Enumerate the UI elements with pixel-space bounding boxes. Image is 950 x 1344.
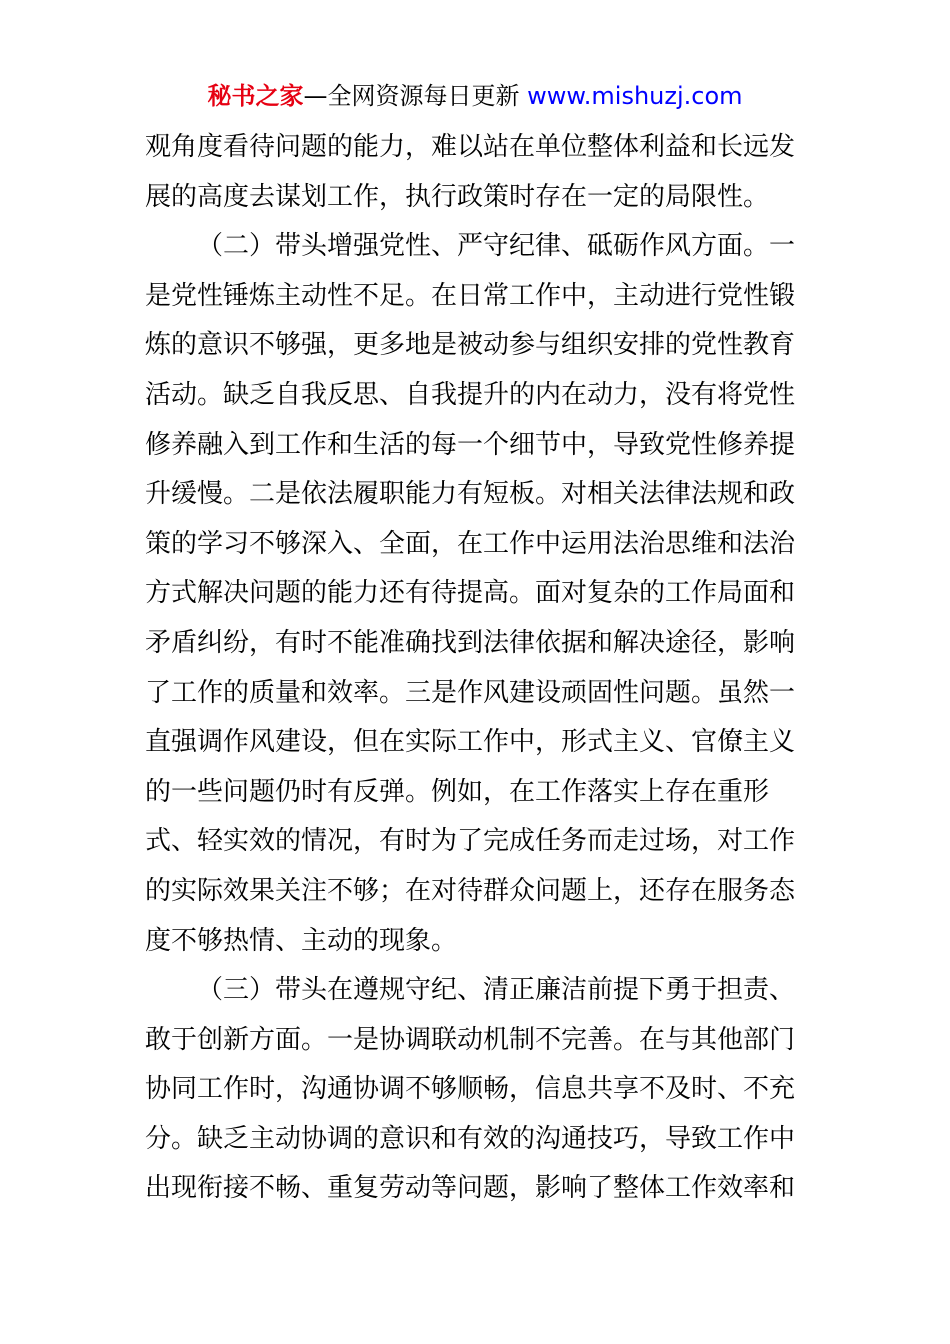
text-line: 协同工作时，沟通协调不够顺畅，信息共享不及时、不充 [145,1074,796,1105]
text-line: 升缓慢。二是依法履职能力有短板。对相关法律法规和政 [145,479,796,510]
paragraph-start-line: （三）带头在遵规守纪、清正廉洁前提下勇于担责、 [197,975,796,1006]
document-body [145,123,810,1214]
text-line: 矛盾纠纷，有时不能准确找到法律依据和解决途径，影响 [145,627,796,658]
brand-name: 秘书之家 [207,82,304,110]
header-tagline: —全网资源每日更新 [303,82,520,110]
text-line: 了工作的质量和效率。三是作风建设顽固性问题。虽然一 [145,677,796,708]
text-line: 的实际效果关注不够；在对待群众问题上，还存在服务态 [145,875,796,906]
text-line: 方式解决问题的能力还有待提高。面对复杂的工作局面和 [145,578,796,609]
page-header [0,80,950,112]
text-line: 炼的意识不够强，更多地是被动参与组织安排的党性教育 [145,330,796,361]
text-line: 度不够热情、主动的现象。 [145,925,458,956]
text-line: 直强调作风建设，但在实际工作中，形式主义、官僚主义 [145,727,796,758]
paragraph-start-line: （二）带头增强党性、严守纪律、砥砺作风方面。一 [197,231,796,262]
text-line: 敢于创新方面。一是协调联动机制不完善。在与其他部门 [145,1024,796,1055]
text-line: 策的学习不够深入、全面，在工作中运用法治思维和法治 [145,528,796,559]
text-line: 观角度看待问题的能力，难以站在单位整体利益和长远发 [145,132,796,162]
text-line: 式、轻实效的情况，有时为了完成任务而走过场，对工作 [145,826,796,857]
text-line: 出现衔接不畅、重复劳动等问题，影响了整体工作效率和 [145,1173,796,1204]
text-line: 展的高度去谋划工作，执行政策时存在一定的局限性。 [145,181,770,212]
site-url[interactable]: www.mishuzj.com [527,82,743,110]
text-line: 是党性锤炼主动性不足。在日常工作中，主动进行党性锻 [145,280,796,311]
text-line: 分。缺乏主动协调的意识和有效的沟通技巧，导致工作中 [145,1123,796,1154]
text-line: 的一些问题仍时有反弹。例如，在工作落实上存在重形 [145,776,770,807]
text-line: 活动。缺乏自我反思、自我提升的内在动力，没有将党性 [145,379,796,410]
text-line: 修养融入到工作和生活的每一个细节中，导致党性修养提 [145,429,796,460]
